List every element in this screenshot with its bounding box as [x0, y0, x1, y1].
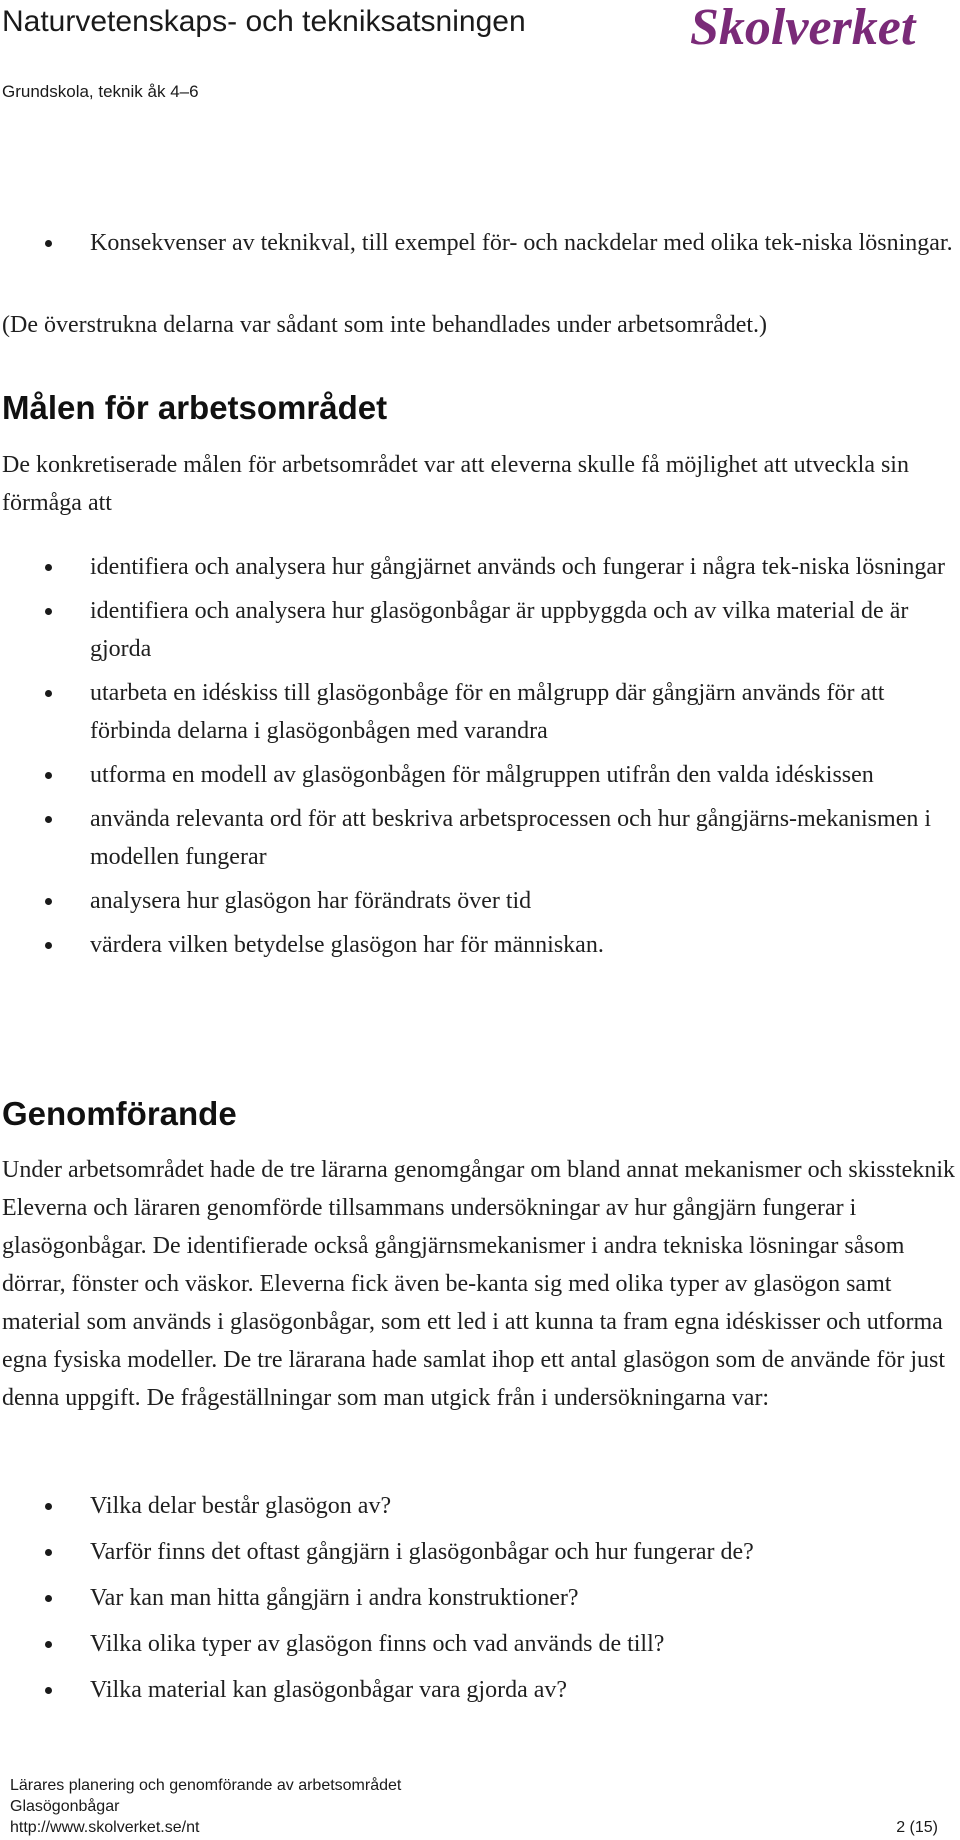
list-item: Vilka olika typer av glasögon finns och vad används de till?: [2, 1625, 958, 1663]
footer-url[interactable]: http://www.skolverket.se/nt: [10, 1819, 200, 1836]
skolverket-logo: Skolverket: [690, 0, 916, 56]
document-subtitle: Grundskola, teknik åk 4–6: [2, 82, 199, 101]
questions-list-block: [2, 1487, 958, 1709]
bullet-icon: [45, 898, 52, 905]
bullet-icon: [45, 942, 52, 949]
list-item: utforma en modell av glasögonbågen för målgruppen utifrån den valda idéskissen: [2, 756, 958, 794]
bullet-icon: [45, 1549, 52, 1556]
goals-intro: De konkretiserade målen för arbetsområdet var att eleverna skulle få möjlighet att utveckla sin förmåga att: [2, 452, 909, 516]
list-item: Vilka material kan glasögonbågar vara gjorda av?: [2, 1671, 958, 1709]
goals-list: [2, 548, 958, 964]
bullet-icon: [45, 240, 52, 247]
bullet-icon: [45, 608, 52, 615]
implementation-paragraph: Under arbetsområdet hade de tre lärarna genomgångar om bland annat mekanismer och skissteknik Eleverna och läraren genomförde tillsammans undersökningar av hur gångjärn fungerar i glasögonbågar. De identifierade också gångjärnsmekanismer i andra tekniska lösningar såsom dörrar, fönster och väskor. Eleverna fick även be-kanta sig med olika typer av glasögon samt material som används i glasögonbågar, som ett led i att kunna ta fram egna idéskisser och utforma egna fysiska modeller. De tre lärarana hade samlat ihop ett antal glasögon som de använde för just denna uppgift. De frågeställningar som man utgick från i undersökningarna var:: [2, 1157, 955, 1411]
bullet-icon: [45, 690, 52, 697]
page-number: 2 (15): [896, 1819, 938, 1836]
list-item: Konsekvenser av teknikval, till exempel för- och nackdelar med olika tek-niska lösningar.: [2, 224, 958, 262]
bullet-icon: [45, 564, 52, 571]
questions-list: [2, 1487, 958, 1709]
bullet-icon: [45, 1641, 52, 1648]
list-item: Vilka delar består glasögon av?: [2, 1487, 958, 1525]
list-item: värdera vilken betydelse glasögon har för människan.: [2, 926, 958, 964]
intro-list: [2, 224, 958, 262]
list-item: analysera hur glasögon har förändrats över tid: [2, 882, 958, 920]
footer-subtitle: Glasögonbågar: [10, 1798, 120, 1815]
implementation-heading: Genomförande: [2, 1095, 237, 1132]
list-item: identifiera och analysera hur gångjärnet används och fungerar i några tek-niska lösningar: [2, 548, 958, 586]
bullet-icon: [45, 772, 52, 779]
list-item: använda relevanta ord för att beskriva arbetsprocessen och hur gångjärns-mekanismen i modellen fungerar: [2, 800, 958, 876]
bullet-icon: [45, 1503, 52, 1510]
list-item: identifiera och analysera hur glasögonbågar är uppbyggda och av vilka material de är gjorda: [2, 592, 958, 668]
goals-list-block: [2, 548, 958, 964]
list-item: utarbeta en idéskiss till glasögonbåge för en målgrupp där gångjärn används för att förbinda delarna i glasögonbågen med varandra: [2, 674, 958, 750]
footer-title: Lärares planering och genomförande av arbetsområdet: [10, 1777, 402, 1794]
intro-list-block: [2, 224, 958, 262]
document-title: Naturvetenskaps- och tekniksatsningen: [2, 5, 526, 38]
list-item: Varför finns det oftast gångjärn i glasögonbågar och hur fungerar de?: [2, 1533, 958, 1571]
goals-heading: Målen för arbetsområdet: [2, 389, 388, 426]
bullet-icon: [45, 1687, 52, 1694]
list-item: Var kan man hitta gångjärn i andra konstruktioner?: [2, 1579, 958, 1617]
bullet-icon: [45, 816, 52, 823]
strikethrough-note: (De överstrukna delarna var sådant som inte behandlades under arbetsområdet.): [2, 312, 768, 338]
bullet-icon: [45, 1595, 52, 1602]
